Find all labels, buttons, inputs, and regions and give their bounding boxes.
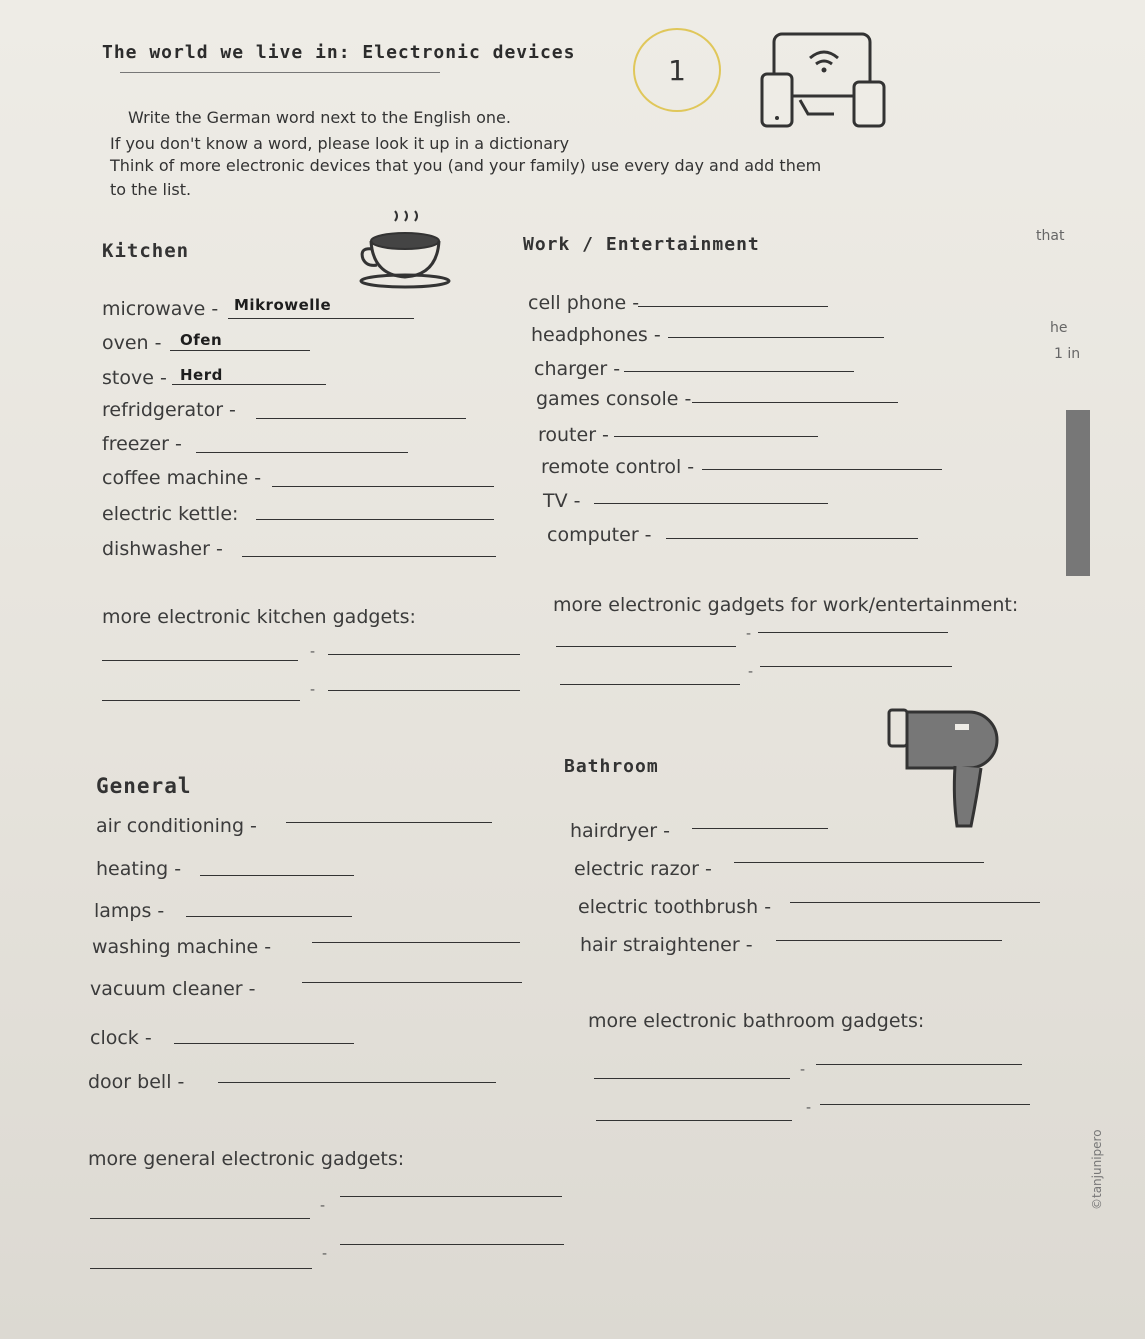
answer-line-microwave[interactable] <box>228 318 414 319</box>
instruction-1: Write the German word next to the English one. <box>128 108 511 127</box>
answer-line-router[interactable] <box>614 436 818 437</box>
work-item-charger: charger - <box>534 358 621 380</box>
answer-line-door-bell[interactable] <box>218 1082 496 1083</box>
dash: - <box>310 682 316 698</box>
dash: - <box>320 1198 326 1214</box>
general-heading: General <box>96 774 192 798</box>
answer-line-computer[interactable] <box>666 538 918 539</box>
more-work-line-3[interactable] <box>560 684 740 685</box>
answer-line-heating[interactable] <box>200 875 354 876</box>
kitchen-item-freezer: freezer - <box>102 433 182 455</box>
answer-line-air-conditioning[interactable] <box>286 822 492 823</box>
more-general-line-1[interactable] <box>90 1218 310 1219</box>
answer-line-electric-razor[interactable] <box>734 862 984 863</box>
answer-line-oven[interactable] <box>170 350 310 351</box>
answer-line-cell-phone[interactable] <box>638 306 828 307</box>
answer-line-electric-kettle[interactable] <box>256 519 494 520</box>
more-general-line-2[interactable] <box>340 1196 562 1197</box>
kitchen-item-dishwasher: dishwasher - <box>102 538 223 560</box>
more-kitchen-line-2[interactable] <box>328 654 520 655</box>
answer-line-tv[interactable] <box>594 503 828 504</box>
general-item-washing-machine: washing machine - <box>92 936 272 958</box>
kitchen-heading: Kitchen <box>102 240 190 262</box>
more-bathroom-line-2[interactable] <box>816 1064 1022 1065</box>
bathroom-item-hair-straightener: hair straightener - <box>580 934 753 956</box>
work-item-router: router - <box>538 424 609 446</box>
answer-line-hair-straightener[interactable] <box>776 940 1002 941</box>
answer-line-lamps[interactable] <box>186 916 352 917</box>
general-item-clock: clock - <box>90 1027 152 1049</box>
kitchen-item-microwave: microwave - <box>102 298 219 320</box>
dash: - <box>800 1062 806 1078</box>
answer-line-dishwasher[interactable] <box>242 556 496 557</box>
more-kitchen-line-1[interactable] <box>102 660 298 661</box>
answer-line-clock[interactable] <box>174 1043 354 1044</box>
more-bathroom-line-3[interactable] <box>596 1120 792 1121</box>
answer-line-charger[interactable] <box>624 371 854 372</box>
work-item-cell-phone: cell phone - <box>528 292 640 314</box>
work-item-games-console: games console - <box>536 388 692 410</box>
general-item-lamps: lamps - <box>94 900 165 922</box>
more-general-line-4[interactable] <box>340 1244 564 1245</box>
more-work-heading: more electronic gadgets for work/entertainment: <box>553 594 1019 616</box>
more-work-line-2[interactable] <box>758 632 948 633</box>
kitchen-item-oven: oven - <box>102 332 162 354</box>
answer-stove: Herd <box>180 366 223 384</box>
answer-line-refrigerator[interactable] <box>256 418 466 419</box>
more-kitchen-heading: more electronic kitchen gadgets: <box>102 606 416 628</box>
more-general-heading: more general electronic gadgets: <box>88 1148 405 1170</box>
instruction-3: Think of more electronic devices that you (and your family) use every day and add them <box>110 156 822 175</box>
more-kitchen-line-3[interactable] <box>102 700 300 701</box>
bathroom-heading: Bathroom <box>564 756 659 777</box>
more-work-line-1[interactable] <box>556 646 736 647</box>
instruction-2: If you don't know a word, please look it up in a dictionary <box>110 134 570 153</box>
bathroom-item-electric-razor: electric razor - <box>574 858 712 880</box>
answer-line-hairdryer[interactable] <box>692 828 828 829</box>
work-item-computer: computer - <box>547 524 652 546</box>
answer-oven: Ofen <box>180 331 223 349</box>
general-item-door-bell: door bell - <box>88 1071 185 1093</box>
margin-note: that <box>1036 228 1065 244</box>
margin-note: 1 in <box>1054 346 1081 362</box>
dash: - <box>322 1246 328 1262</box>
more-work-line-4[interactable] <box>760 666 952 667</box>
more-bathroom-line-1[interactable] <box>594 1078 790 1079</box>
margin-bar <box>1066 410 1090 576</box>
more-bathroom-line-4[interactable] <box>820 1104 1030 1105</box>
more-general-line-3[interactable] <box>90 1268 312 1269</box>
devices-icon <box>760 30 890 130</box>
answer-line-games-console[interactable] <box>692 402 898 403</box>
worksheet-title: The world we live in: Electronic devices <box>102 42 576 63</box>
copyright-credit: ©tanjunipero <box>1090 1129 1104 1210</box>
answer-line-coffee-machine[interactable] <box>272 486 494 487</box>
hairdryer-icon <box>885 700 1000 835</box>
answer-line-washing-machine[interactable] <box>312 942 520 943</box>
work-item-remote-control: remote control - <box>541 456 695 478</box>
dash: - <box>748 664 754 680</box>
answer-line-headphones[interactable] <box>668 337 884 338</box>
kitchen-item-coffee-machine: coffee machine - <box>102 467 262 489</box>
kitchen-item-stove: stove - <box>102 367 167 389</box>
instruction-4: to the list. <box>110 180 192 199</box>
answer-microwave: Mikrowelle <box>234 296 332 314</box>
answer-line-remote-control[interactable] <box>702 469 942 470</box>
kitchen-item-electric-kettle: electric kettle: <box>102 503 239 525</box>
answer-line-vacuum-cleaner[interactable] <box>302 982 522 983</box>
more-bathroom-heading: more electronic bathroom gadgets: <box>588 1010 925 1032</box>
bathroom-item-hairdryer: hairdryer - <box>570 820 670 842</box>
answer-line-freezer[interactable] <box>196 452 408 453</box>
work-heading: Work / Entertainment <box>523 234 760 255</box>
general-item-heating: heating - <box>96 858 182 880</box>
answer-line-stove[interactable] <box>172 384 326 385</box>
work-item-tv: TV - <box>543 490 581 512</box>
kitchen-item-refrigerator: refridgerator - <box>102 399 236 421</box>
more-kitchen-line-4[interactable] <box>328 690 520 691</box>
bathroom-item-electric-toothbrush: electric toothbrush - <box>578 896 772 918</box>
general-item-vacuum-cleaner: vacuum cleaner - <box>90 978 256 1000</box>
dash: - <box>746 626 752 642</box>
coffee-cup-icon <box>355 205 455 295</box>
dash: - <box>310 644 316 660</box>
dash: - <box>806 1100 812 1116</box>
answer-line-electric-toothbrush[interactable] <box>790 902 1040 903</box>
margin-note: he <box>1050 320 1068 336</box>
work-item-headphones: headphones - <box>531 324 661 346</box>
general-item-air-conditioning: air conditioning - <box>96 815 257 837</box>
title-underline <box>120 72 440 73</box>
worksheet-number: 1 <box>633 28 721 112</box>
